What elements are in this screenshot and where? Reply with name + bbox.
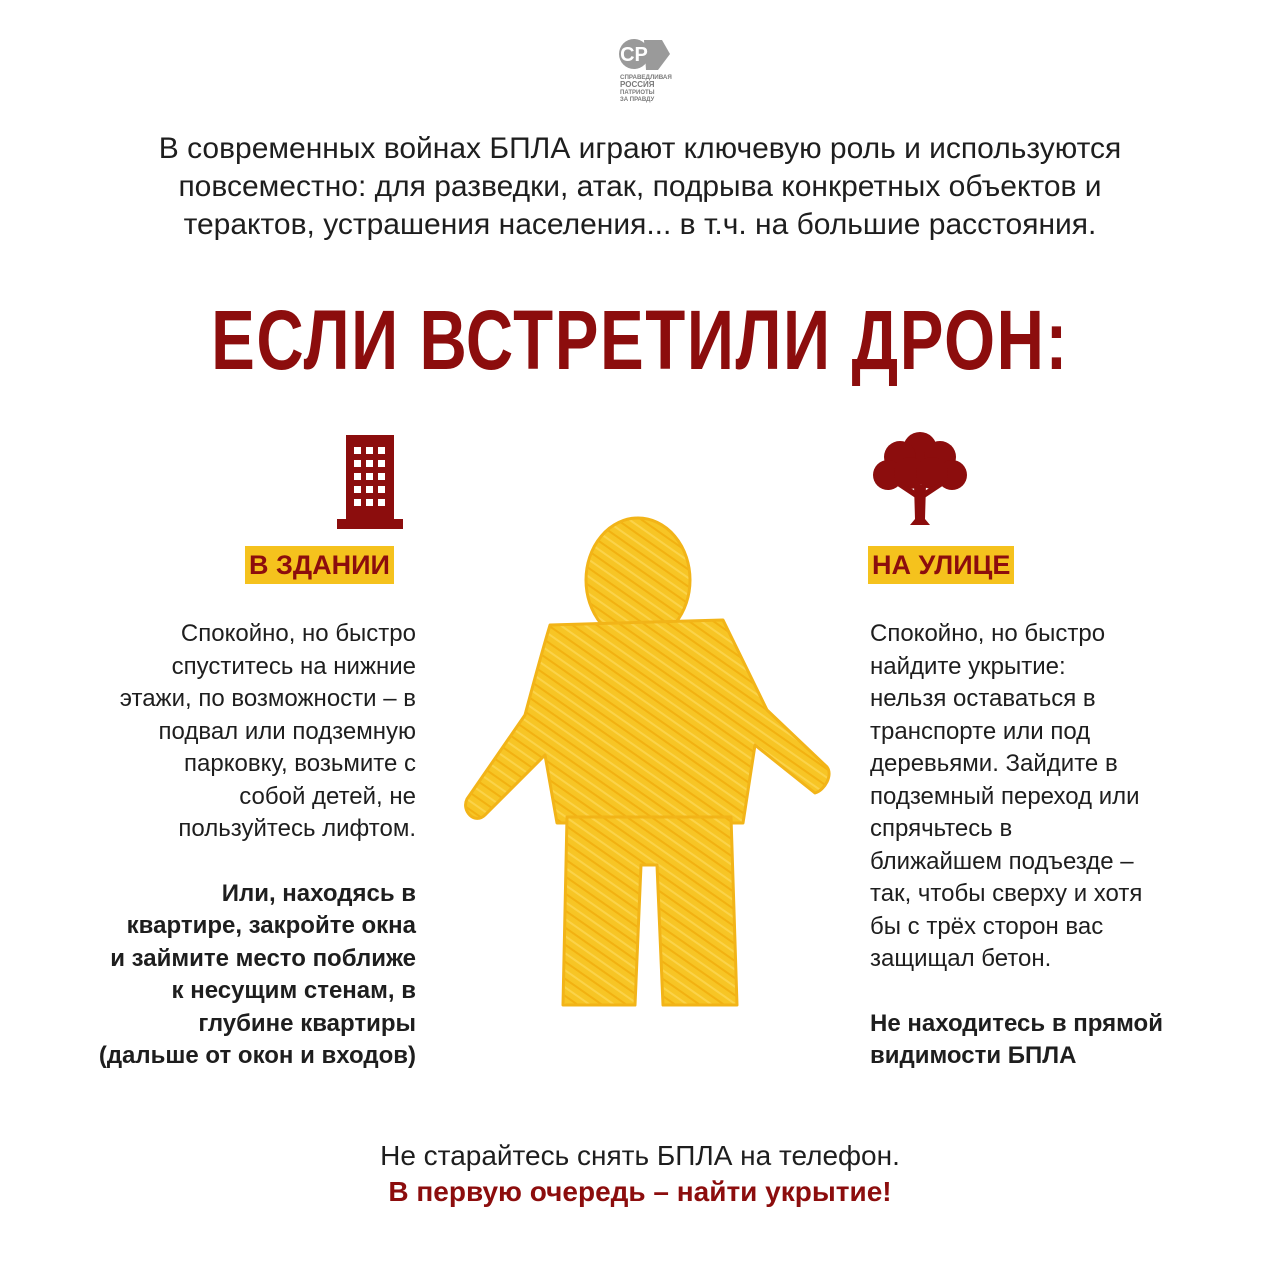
- building-text-line: парковку, возьмите с: [184, 750, 416, 777]
- building-bold-line: Или, находясь в: [221, 879, 416, 907]
- logo-line-4: ЗА ПРАВДУ: [620, 97, 655, 103]
- street-text-line: нельзя оставаться в: [870, 685, 1096, 712]
- street-text-line: найдите укрытие:: [870, 652, 1066, 680]
- street-text-line: подземный переход или: [870, 782, 1140, 810]
- building-text-line: собой детей, не: [239, 782, 416, 810]
- building-bold-line: глубине квартиры: [198, 1009, 416, 1037]
- tree-icon: [870, 427, 970, 527]
- street-text-line: транспорте или под: [870, 717, 1091, 745]
- intro-line: повсеместно: для разведки, атак, подрыва конкретных объектов и: [178, 170, 1102, 203]
- street-text-line: защищал бетон.: [870, 945, 1052, 972]
- footer: [0, 1138, 1280, 1210]
- intro-line: В современных войнах БПЛА играют ключевую роль и используются: [158, 132, 1122, 165]
- street-text-line: Спокойно, но быстро: [870, 620, 1106, 647]
- logo-mark: СР: [620, 44, 648, 66]
- building-icon: [337, 435, 403, 529]
- logo-line-3: ПАТРИОТЫ: [620, 90, 655, 96]
- footer-accent-line: В первую очередь – найти укрытие!: [388, 1176, 892, 1207]
- street-instructions: [870, 618, 1230, 1073]
- street-bold-line: Не находитесь в прямой: [870, 1009, 1163, 1037]
- person-illustration: [455, 505, 835, 1045]
- logo-line-2: РОССИЯ: [620, 80, 655, 89]
- intro-paragraph: [80, 130, 1200, 244]
- street-bold-line: видимости БПЛА: [870, 1042, 1077, 1069]
- building-text-line: подвал или подземную: [158, 717, 416, 745]
- building-bold-line: квартире, закройте окна: [126, 912, 416, 939]
- building-text-line: пользуйтесь лифтом.: [178, 815, 416, 842]
- section-label-building: В ЗДАНИИ: [245, 546, 394, 584]
- footer-line: Не старайтесь снять БПЛА на телефон.: [380, 1140, 900, 1171]
- street-text-line: спрячьтесь в: [870, 815, 1013, 842]
- section-label-street: НА УЛИЦЕ: [868, 546, 1014, 584]
- building-text-line: спуститесь на нижние: [171, 652, 416, 680]
- street-text-line: деревьями. Зайдите в: [870, 750, 1118, 777]
- party-logo: [616, 36, 674, 104]
- building-bold-line: (дальше от окон и входов): [98, 1042, 416, 1069]
- building-bold-line: к несущим стенам, в: [171, 977, 416, 1004]
- street-text-line: ближайшем подъезде –: [870, 847, 1134, 875]
- street-text-line: бы с трёх сторон вас: [870, 912, 1104, 940]
- building-instructions: [40, 618, 416, 1073]
- building-text-line: этажи, по возможности – в: [119, 685, 416, 712]
- logo-line-1: СПРАВЕДЛИВАЯ: [620, 74, 672, 81]
- building-bold-line: и займите место поближе: [110, 944, 416, 972]
- intro-line: терактов, устрашения населения... в т.ч. на большие расстояния.: [183, 208, 1097, 241]
- building-text-line: Спокойно, но быстро: [180, 620, 416, 647]
- headline: ЕСЛИ ВСТРЕТИЛИ ДРОН:: [211, 293, 1069, 387]
- street-text-line: так, чтобы сверху и хотя: [870, 880, 1143, 907]
